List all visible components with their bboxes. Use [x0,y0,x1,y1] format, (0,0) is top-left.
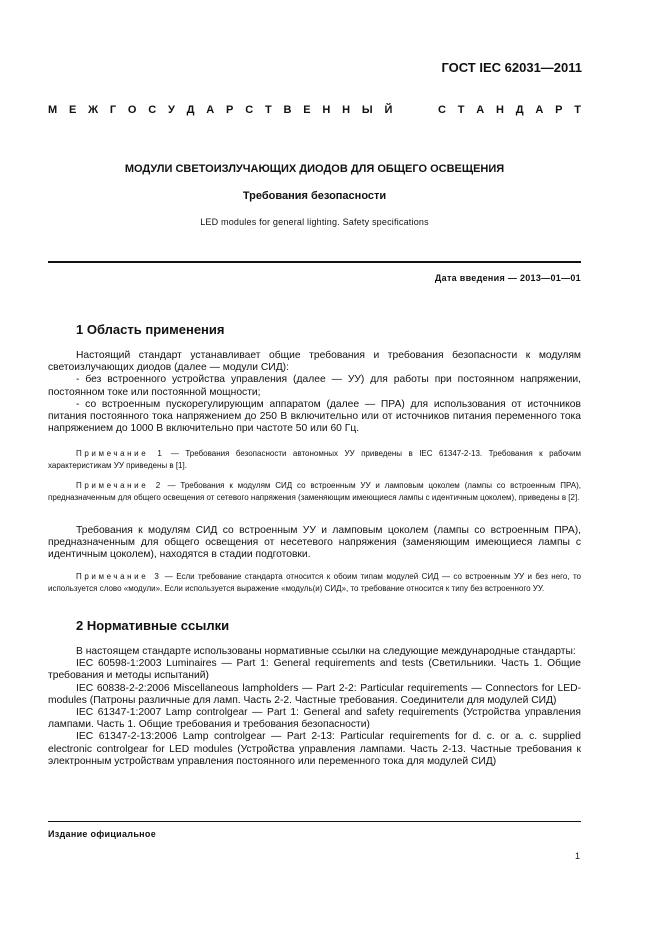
list-item: - без встроенного устройства управления (далее — УУ) для работы при постоянном напряжении, постоянном токе или постоянной мощности; [48,374,581,398]
document-subtitle: Требования безопасности [242,190,387,202]
banner-letter: Т [574,104,581,116]
reference-item: IEC 60838-2-2:2006 Miscellaneous lampholders — Part 2-2: Particular requirements — Connectors for LED-modules (Патроны различные для ламп. Часть 2-2. Частные требования. Соединители для модулей СИД) [48,682,581,706]
banner-letter: М [48,104,58,116]
title-divider [48,261,581,263]
banner-letter: Е [68,104,77,116]
banner-letter: В [283,104,292,116]
banner-letter: Р [226,104,234,116]
note-3 [48,571,581,594]
section-1-heading: 1 Область применения [76,322,225,337]
banner-letter: С [437,104,446,116]
list-item: - со встроенным пускорегулирующим аппаратом (далее — ПРА) для использования от источников питания постоянного тока напряжением до 250 В включительно или от источников питания переменного тока напряжением до 1000 В включительно при частоте 50 или 60 Гц. [48,398,581,435]
banner-letter: Ы [361,104,373,116]
paragraph-in-preparation [48,525,581,562]
note-1 [48,448,581,471]
banner-letter: У [168,104,175,116]
banner-letter: Н [322,104,331,116]
banner-letter: О [127,104,137,116]
section-2-references [48,646,581,768]
page-number: 1 [574,851,580,861]
banner-letter: Д [186,104,195,116]
section-2-heading: 2 Нормативные ссылки [76,618,230,633]
note-text: — Если требование стандарта относится к обоим типам модулей СИД — со встроенным УУ и без него, то используется слово «модули». Если используется выражение «модуль(и) СИД», то требование относится к типу без встроенного УУ. [48,572,581,593]
footer-divider [48,821,581,822]
introduction-date: Дата введения — 2013—01—01 [434,273,581,283]
banner-word-gap [404,104,426,116]
banner-letter: Н [342,104,351,116]
banner-letter: Ж [88,104,99,116]
note-label: Примечание 3 [76,572,162,581]
paragraph: Настоящий стандарт устанавливает общие требования и требования безопасности к модулям светоизлучающих диодов (далее — модули СИД): [48,350,581,374]
banner-letter: С [148,104,157,116]
banner-letter: С [245,104,254,116]
paragraph: Требования к модулям СИД со встроенным УУ и ламповым цоколем (лампы со встроенным ПРА), предназначенным для общего освещения от несетевого напряжения (заменяющим имеющиеся лампы с идентичным цоколем), находятся в стадии подготовки. [48,525,581,561]
banner-letter: Т [264,104,272,116]
banner-letter: Г [109,104,117,116]
banner-letter: Р [555,104,563,116]
banner-letter: А [476,104,485,116]
banner-letter: Д [515,104,524,116]
banner-letter: Й [384,104,393,116]
banner-letter: А [206,104,215,116]
note-text: — Требования к модулям СИД со встроенным УУ и ламповым цоколем (лампы со встроенным ПРА), предназначенным для общего освещения от сетевого напряжения (заменяющим имеющиеся лампы с идентичным цоколем), приведены в [2]. [48,481,581,502]
banner-letter: А [535,104,544,116]
note-text: — Требования безопасности автономных УУ приведены в IEC 61347-2-13. Требования к рабочим характеристикам УУ приведены в [1]. [48,449,581,470]
note-label: Примечание 1 [76,449,165,458]
banner-letter: Е [303,104,311,116]
document-title: МОДУЛИ СВЕТОИЗЛУЧАЮЩИХ ДИОДОВ ДЛЯ ОБЩЕГО ОСВЕЩЕНИЯ [124,163,505,175]
interstate-standard-banner [48,104,581,116]
note-label: Примечание 2 [76,481,163,490]
reference-item: IEC 60598-1:2003 Luminaires — Part 1: General requirements and tests (Светильники. Часть 1. Общие требования и методы испытаний) [48,658,581,682]
banner-letter: Т [457,104,465,116]
section-1-scope-text [48,350,581,435]
paragraph: В настоящем стандарте использованы нормативные ссылки на следующие международные стандарты: [76,646,576,657]
document-number: ГОСТ IEC 62031—2011 [441,60,582,75]
official-edition-label: Издание официальное [48,829,157,839]
banner-letter: Н [495,104,504,116]
reference-item: IEC 61347-2-13:2006 Lamp controlgear — Part 2-13: Particular requirements for d. c. or a. c. supplied electronic controlgear for LED modules (Устройства управления лампами. Часть 2-13. Частные требования к электронным устройствам управления постоянного или переменного тока для модулей СИД) [48,731,581,767]
reference-item: IEC 61347-1:2007 Lamp controlgear — Part 1: General and safety requirements (Устройства управления лампами. Часть 1. Общие требования и требования безопасности) [48,707,581,731]
english-title: LED modules for general lighting. Safety specifications [200,217,429,227]
note-2 [48,480,581,503]
